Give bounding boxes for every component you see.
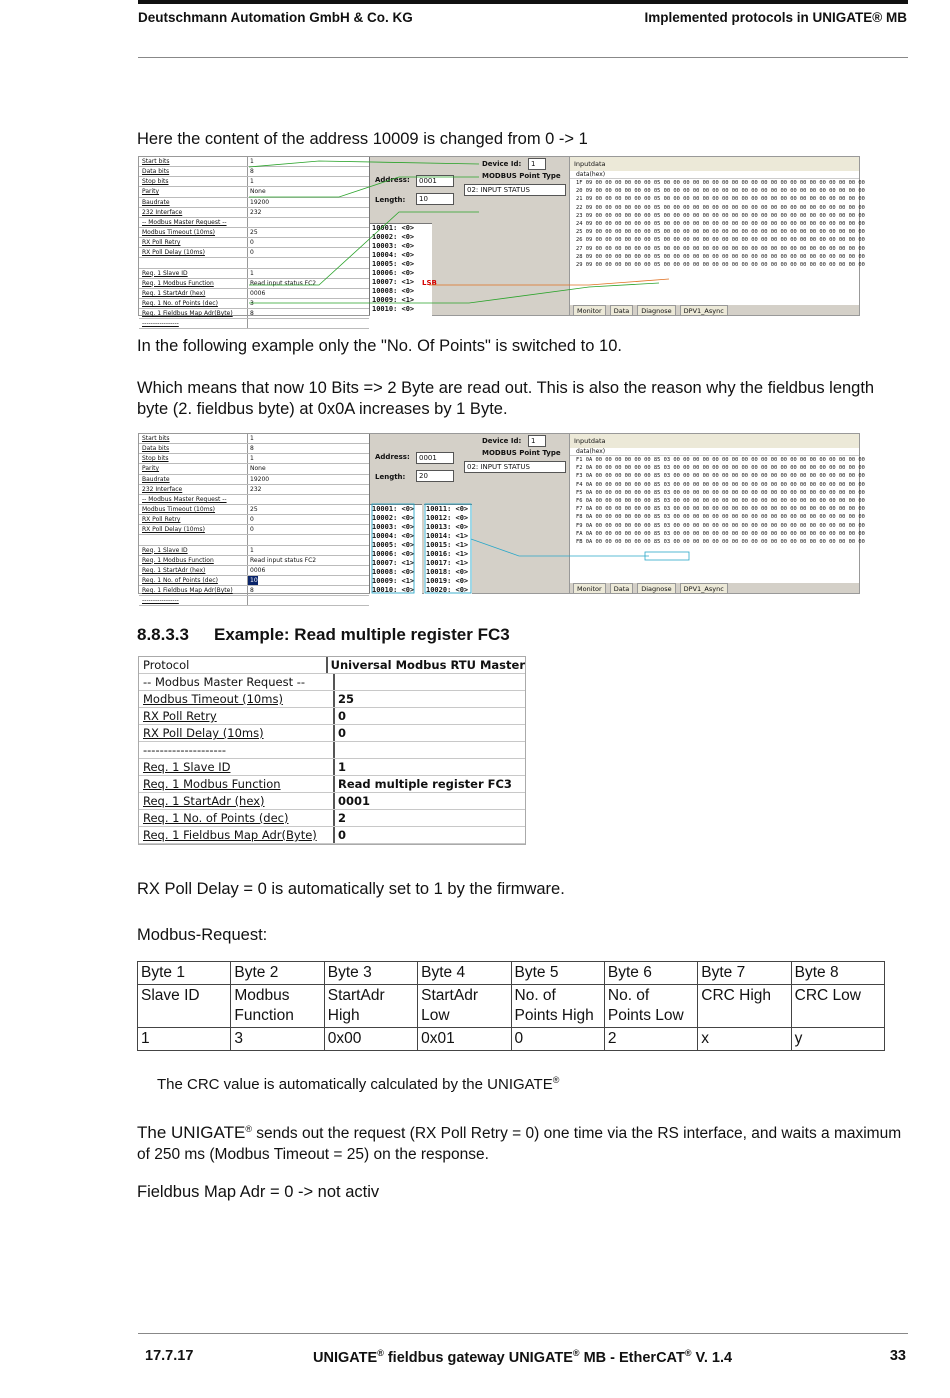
config-row <box>139 725 525 742</box>
address-label: Address: <box>375 176 410 184</box>
config-value <box>335 674 338 690</box>
heading-number: 8.8.3.3 <box>137 625 189 644</box>
footer-date: 17.7.17 <box>145 1348 194 1364</box>
config-value: 8 <box>250 310 254 318</box>
device-id-field[interactable]: 1 <box>528 158 546 170</box>
hex-line: 26 09 00 00 00 00 00 00 05 00 00 00 00 00 00 00 00 00 00 00 00 00 00 00 00 00 00 00 00 00 <box>576 237 865 244</box>
hex-line: F9 0A 00 00 00 00 00 00 85 03 00 00 00 00 00 00 00 00 00 00 00 00 00 00 00 00 00 00 00 00 <box>576 522 865 529</box>
status-item: 10003: <0> <box>372 523 415 531</box>
table-cell: 2 <box>604 1028 697 1051</box>
section-heading <box>137 625 510 645</box>
footer-rule <box>138 1333 908 1334</box>
config-key: Protocol <box>139 657 328 673</box>
paragraph-no-of-points: In the following example only the "No. Of Points" is switched to 10. <box>137 337 622 355</box>
device-id-label: Device Id: <box>482 160 522 168</box>
status-item: 10006: <0> <box>372 269 415 277</box>
hex-line: F6 0A 00 00 00 00 00 00 85 03 00 00 00 00 00 00 00 00 00 00 00 00 00 00 00 00 00 00 00 00 <box>576 498 865 505</box>
annotation-lines <box>139 157 865 315</box>
config-value: 25 <box>250 505 258 513</box>
config-value: None <box>250 465 266 473</box>
tab-monitor[interactable]: Monitor <box>573 583 606 593</box>
inputdata-title: Inputdata <box>570 434 859 448</box>
config-row <box>139 708 525 725</box>
status-item: 10019: <0> <box>426 577 469 585</box>
table-cell: Byte 4 <box>418 962 511 985</box>
paragraph-modbus-request: Modbus-Request: <box>137 926 268 944</box>
registered-mark: ® <box>572 1348 580 1358</box>
status-item: 10004: <0> <box>372 251 415 259</box>
config-value: Universal Modbus RTU Master <box>330 658 525 672</box>
status-item: 10011: <0> <box>426 505 469 513</box>
inputdata-title: Inputdata <box>570 157 859 171</box>
table-cell: Byte 5 <box>511 962 604 985</box>
table-header-row <box>138 962 885 985</box>
registered-mark: ® <box>377 1348 384 1358</box>
config-key: Req. 1 Modbus Function <box>139 279 248 288</box>
hex-line: 29 09 00 00 00 00 00 00 05 00 00 00 00 00 00 00 00 00 00 00 00 00 00 00 00 00 00 00 00 00 <box>576 262 865 269</box>
device-id-label: Device Id: <box>482 437 522 445</box>
registered-mark: ® <box>552 1075 560 1085</box>
config-row <box>139 776 525 793</box>
config-key: Req. 1 Fieldbus Map Adr(Byte) <box>139 309 248 318</box>
config-value: 8 <box>250 587 254 595</box>
table-cell: 0x00 <box>324 1028 417 1051</box>
config-key: RX Poll Retry <box>139 708 335 724</box>
table-cell: No. of Points High <box>511 985 604 1028</box>
hex-header: data(hex) <box>570 171 859 179</box>
hex-line: 22 09 00 00 00 00 00 00 05 00 00 00 00 00 00 00 00 00 00 00 00 00 00 00 00 00 00 00 00 00 <box>576 204 865 211</box>
status-item: 10015: <1> <box>426 541 469 549</box>
table-cell: Byte 7 <box>698 962 791 985</box>
config-value: 8 <box>250 168 254 176</box>
table-cell: StartAdr High <box>324 985 417 1028</box>
config-key: Stop bits <box>139 454 248 463</box>
config-value: None <box>250 188 266 196</box>
config-key: Req. 1 StartAdr (hex) <box>139 793 335 809</box>
config-value: Read input status FC2 <box>250 556 317 564</box>
config-key: RX Poll Retry <box>139 515 248 524</box>
hex-line: F1 0A 00 00 00 00 00 00 85 03 00 00 00 00 00 00 00 00 00 00 00 00 00 00 00 00 00 00 00 00 <box>576 457 865 463</box>
config-value: 1 <box>250 269 254 277</box>
table-cell: Byte 8 <box>791 962 884 985</box>
table-cell: 1 <box>138 1028 231 1051</box>
config-row <box>139 657 525 674</box>
config-value: 0 <box>338 709 347 723</box>
length-field[interactable]: 20 <box>416 470 454 482</box>
hex-line: FA 0A 00 00 00 00 00 00 85 03 00 00 00 00 00 00 00 00 00 00 00 00 00 00 00 00 00 00 00 00 <box>576 530 865 537</box>
header-rule <box>138 0 908 4</box>
table-cell: 0 <box>511 1028 604 1051</box>
hex-line: 20 09 00 00 00 00 00 00 05 00 00 00 00 00 00 00 00 00 00 00 00 00 00 00 00 00 00 00 00 00 <box>576 188 865 195</box>
tab-data[interactable]: Data <box>610 305 634 315</box>
paragraph-rx-poll-delay: RX Poll Delay = 0 is automatically set to 1 by the firmware. <box>137 880 565 898</box>
config-key: Req. 1 Slave ID <box>139 269 248 278</box>
config-value: 1 <box>250 546 254 554</box>
status-item: 10009: <1> <box>372 296 415 304</box>
config-value: 2 <box>338 811 347 825</box>
table-cell: Modbus Function <box>231 985 324 1028</box>
status-item: 10008: <0> <box>372 287 415 295</box>
config-value: 0001 <box>338 794 371 808</box>
config-key: -- Modbus Master Request -- <box>139 495 248 504</box>
hex-line: F4 0A 00 00 00 00 00 00 85 03 00 00 00 00 00 00 00 00 00 00 00 00 00 00 00 00 00 00 00 00 <box>576 481 865 488</box>
config-value: 1 <box>338 760 347 774</box>
config-key: Modbus Timeout (10ms) <box>139 228 248 237</box>
config-row <box>139 596 369 606</box>
table-cell: CRC Low <box>791 985 884 1028</box>
tab-monitor[interactable]: Monitor <box>573 305 606 315</box>
unigate-name: The UNIGATE <box>137 1123 246 1143</box>
annotation-lines <box>139 434 865 593</box>
status-item: 10010: <0> <box>372 586 415 594</box>
page-number: 33 <box>889 1348 906 1364</box>
status-item: 10001: <0> <box>372 505 415 513</box>
config-value: 1 <box>250 158 254 165</box>
footer-title-part: V. 1.4 <box>691 1349 733 1366</box>
config-key: 232 Interface <box>139 485 248 494</box>
config-value: 10 <box>250 576 258 584</box>
status-item: 10001: <0> <box>372 224 415 232</box>
hex-header: data(hex) <box>570 448 859 456</box>
table-cell: StartAdr Low <box>418 985 511 1028</box>
point-type-select[interactable]: 02: INPUT STATUS <box>464 184 566 196</box>
config-key: RX Poll Delay (10ms) <box>139 248 248 257</box>
status-item: 10007: <1> <box>372 278 415 286</box>
config-key: Req. 1 No. of Points (dec) <box>139 576 248 585</box>
config-value: Read input status FC2 <box>250 279 317 287</box>
paragraph-bits-explanation: Which means that now 10 Bits => 2 Byte are read out. This is also the reason why the fieldbus length byte (2. fieldbus byte) at 0x0A increases by 1 Byte. <box>137 379 875 418</box>
config-key: Req. 1 No. of Points (dec) <box>139 810 335 826</box>
modbus-master-config <box>138 656 526 845</box>
config-value: 25 <box>338 692 355 706</box>
status-item: 10005: <0> <box>372 260 415 268</box>
config-key: -------------------- <box>139 742 335 758</box>
config-value: 232 <box>250 485 262 493</box>
table-cell: Byte 1 <box>138 962 231 985</box>
status-item: 10006: <0> <box>372 550 415 558</box>
registered-mark: ® <box>245 1124 252 1134</box>
hex-line: 28 09 00 00 00 00 00 00 05 00 00 00 00 00 00 00 00 00 00 00 00 00 00 00 00 00 00 00 00 00 <box>576 253 865 260</box>
footer-title-part: MB - EtherCAT <box>579 1349 685 1366</box>
length-field[interactable]: 10 <box>416 193 454 205</box>
table-cell: Slave ID <box>138 985 231 1028</box>
config-key: Parity <box>139 464 248 473</box>
config-value: 0 <box>250 249 254 257</box>
header-section: Implemented protocols in UNIGATE® MB <box>644 10 907 25</box>
tab-dpv1-async[interactable]: DPV1_Async <box>680 305 728 315</box>
status-item: 10002: <0> <box>372 233 415 241</box>
config-key: Req. 1 Fieldbus Map Adr(Byte) <box>139 827 335 843</box>
hex-line: F8 0A 00 00 00 00 00 00 85 03 00 00 00 00 00 00 00 00 00 00 00 00 00 00 00 00 00 00 00 00 <box>576 514 865 521</box>
point-type-label: MODBUS Point Type <box>482 172 561 180</box>
paragraph-address-change: Here the content of the address 10009 is changed from 0 -> 1 <box>137 130 588 148</box>
config-key: Data bits <box>139 167 248 176</box>
config-key: 232 Interface <box>139 208 248 217</box>
address-field[interactable]: 0001 <box>416 175 454 187</box>
config-key: Stop bits <box>139 177 248 186</box>
device-id-field[interactable]: 1 <box>528 435 546 447</box>
status-item: 10007: <1> <box>372 559 415 567</box>
config-key: Start bits <box>139 434 248 443</box>
config-value: 0006 <box>250 566 266 574</box>
status-item: 10005: <0> <box>372 541 415 549</box>
paragraph-request-text: sends out the request (RX Poll Retry = 0) one time via the RS interface, and waits a maximum of 250 ms (Modbus Timeout = 25) on the response. <box>137 1125 902 1164</box>
tab-diagnose[interactable]: Diagnose <box>637 583 675 593</box>
table-row <box>138 1028 885 1051</box>
hex-line: 27 09 00 00 00 00 00 00 05 00 00 00 00 00 00 00 00 00 00 00 00 00 00 00 00 00 00 00 00 00 <box>576 245 865 252</box>
status-item: 10018: <0> <box>426 568 469 576</box>
config-key: -- Modbus Master Request -- <box>139 674 335 690</box>
footer-title-part: UNIGATE <box>313 1349 378 1366</box>
table-cell: CRC High <box>698 985 791 1028</box>
config-value <box>248 319 250 328</box>
hex-line: F2 0A 00 00 00 00 00 00 85 03 00 00 00 00 00 00 00 00 00 00 00 00 00 00 00 00 00 00 00 00 <box>576 465 865 472</box>
config-row <box>139 319 369 329</box>
point-type-label: MODBUS Point Type <box>482 449 561 457</box>
crc-note <box>157 1075 559 1093</box>
config-key: ----------------- <box>139 319 248 328</box>
lsb-label: LSB <box>422 279 437 287</box>
paragraph-fieldbus-map: Fieldbus Map Adr = 0 -> not activ <box>137 1183 380 1201</box>
table-cell: 3 <box>231 1028 324 1051</box>
address-label: Address: <box>375 453 410 461</box>
config-key: RX Poll Delay (10ms) <box>139 525 248 534</box>
config-row <box>139 793 525 810</box>
table-cell: Byte 6 <box>604 962 697 985</box>
status-item: 10016: <1> <box>426 550 469 558</box>
screenshot-input-status-3-points <box>138 156 865 328</box>
registered-mark: ® <box>684 1348 692 1358</box>
config-key: ----------------- <box>139 596 248 605</box>
config-value: 0 <box>250 516 254 524</box>
heading-title: Example: Read multiple register FC3 <box>214 625 510 644</box>
point-type-select[interactable]: 02: INPUT STATUS <box>464 461 566 473</box>
hex-line: 21 09 00 00 00 00 00 00 05 00 00 00 00 00 00 00 00 00 00 00 00 00 00 00 00 00 00 00 00 00 <box>576 196 865 203</box>
table-cell: 0x01 <box>418 1028 511 1051</box>
status-item: 10013: <0> <box>426 523 469 531</box>
table-cell: x <box>698 1028 791 1051</box>
status-item: 10003: <0> <box>372 242 415 250</box>
hex-line: F3 0A 00 00 00 00 00 00 85 03 00 00 00 00 00 00 00 00 00 00 00 00 00 00 00 00 00 00 00 00 <box>576 473 865 480</box>
status-item: 10020: <0> <box>426 586 469 594</box>
crc-note-text: The CRC value is automatically calculated by the UNIGATE <box>157 1076 553 1093</box>
hex-line: 24 09 00 00 00 00 00 00 05 00 00 00 00 00 00 00 00 00 00 00 00 00 00 00 00 00 00 00 00 00 <box>576 221 865 228</box>
config-key: Req. 1 Slave ID <box>139 759 335 775</box>
hex-line: 25 09 00 00 00 00 00 00 05 00 00 00 00 00 00 00 00 00 00 00 00 00 00 00 00 00 00 00 00 00 <box>576 229 865 236</box>
table-cell: No. of Points Low <box>604 985 697 1028</box>
config-key: Req. 1 StartAdr (hex) <box>139 566 248 575</box>
config-value: 1 <box>250 455 254 463</box>
config-value: 1 <box>250 178 254 186</box>
config-key: Req. 1 Fieldbus Map Adr(Byte) <box>139 586 248 595</box>
status-item: 10012: <0> <box>426 514 469 522</box>
paragraph-request-behaviour <box>137 1119 905 1165</box>
hex-line: 23 09 00 00 00 00 00 00 05 00 00 00 00 00 00 00 00 00 00 00 00 00 00 00 00 00 00 00 00 00 <box>576 212 865 219</box>
config-key: Req. 1 Modbus Function <box>139 776 335 792</box>
config-value <box>248 596 250 605</box>
header-company: Deutschmann Automation GmbH & Co. KG <box>138 10 413 25</box>
config-key: Baudrate <box>139 198 248 207</box>
modbus-request-table <box>137 961 885 1051</box>
config-row <box>139 691 525 708</box>
hex-line: F7 0A 00 00 00 00 00 00 85 03 00 00 00 00 00 00 00 00 00 00 00 00 00 00 00 00 00 00 00 00 <box>576 506 865 513</box>
config-value: 232 <box>250 208 262 216</box>
config-value: 3 <box>250 299 254 307</box>
status-item: 10009: <1> <box>372 577 415 585</box>
config-value <box>335 742 338 758</box>
footer-title <box>313 1348 732 1366</box>
config-value: Read multiple register FC3 <box>338 777 512 791</box>
config-key: Req. 1 No. of Points (dec) <box>139 299 248 308</box>
config-value: 8 <box>250 445 254 453</box>
footer-title-part: fieldbus gateway UNIGATE <box>383 1349 573 1366</box>
tab-data[interactable]: Data <box>610 583 634 593</box>
hex-line: 1F 09 00 00 00 00 00 00 05 00 00 00 00 00 00 00 00 00 00 00 00 00 00 00 00 00 00 00 00 00 <box>576 180 865 186</box>
config-key: RX Poll Retry <box>139 238 248 247</box>
config-value: 0006 <box>250 289 266 297</box>
status-item: 10004: <0> <box>372 532 415 540</box>
config-row <box>139 827 525 844</box>
config-row <box>139 810 525 827</box>
config-row <box>139 742 525 759</box>
header-divider <box>138 57 908 58</box>
config-value: 0 <box>250 239 254 247</box>
config-key: Req. 1 StartAdr (hex) <box>139 289 248 298</box>
address-field[interactable]: 0001 <box>416 452 454 464</box>
screenshot-input-status-10-points <box>138 433 865 605</box>
config-row <box>139 674 525 691</box>
config-key: Modbus Timeout (10ms) <box>139 505 248 514</box>
config-value: 1 <box>250 435 254 442</box>
status-item: 10017: <1> <box>426 559 469 567</box>
config-key: Parity <box>139 187 248 196</box>
config-key: Data bits <box>139 444 248 453</box>
table-cell: Byte 2 <box>231 962 324 985</box>
config-value: 19200 <box>250 198 270 206</box>
config-value: 25 <box>250 228 258 236</box>
config-value: 0 <box>250 526 254 534</box>
tab-diagnose[interactable]: Diagnose <box>637 305 675 315</box>
status-item: 10014: <1> <box>426 532 469 540</box>
status-item: 10002: <0> <box>372 514 415 522</box>
config-value: 0 <box>338 726 347 740</box>
config-key: Req. 1 Slave ID <box>139 546 248 555</box>
length-label: Length: <box>375 473 406 481</box>
tab-dpv1-async[interactable]: DPV1_Async <box>680 583 728 593</box>
table-row <box>138 985 885 1028</box>
length-label: Length: <box>375 196 406 204</box>
config-key: Modbus Timeout (10ms) <box>139 691 335 707</box>
config-value: 19200 <box>250 475 270 483</box>
config-row <box>139 759 525 776</box>
status-item: 10008: <0> <box>372 568 415 576</box>
table-cell: y <box>791 1028 884 1051</box>
config-key: Start bits <box>139 157 248 166</box>
config-key: Req. 1 Modbus Function <box>139 556 248 565</box>
config-value: 0 <box>338 828 347 842</box>
config-key: -- Modbus Master Request -- <box>139 218 248 227</box>
hex-line: F5 0A 00 00 00 00 00 00 85 03 00 00 00 00 00 00 00 00 00 00 00 00 00 00 00 00 00 00 00 00 <box>576 489 865 496</box>
config-key: Baudrate <box>139 475 248 484</box>
hex-line: FB 0A 00 00 00 00 00 00 85 03 00 00 00 00 00 00 00 00 00 00 00 00 00 00 00 00 00 00 00 00 <box>576 539 865 546</box>
table-cell: Byte 3 <box>324 962 417 985</box>
config-key: RX Poll Delay (10ms) <box>139 725 335 741</box>
status-item: 10010: <0> <box>372 305 415 313</box>
